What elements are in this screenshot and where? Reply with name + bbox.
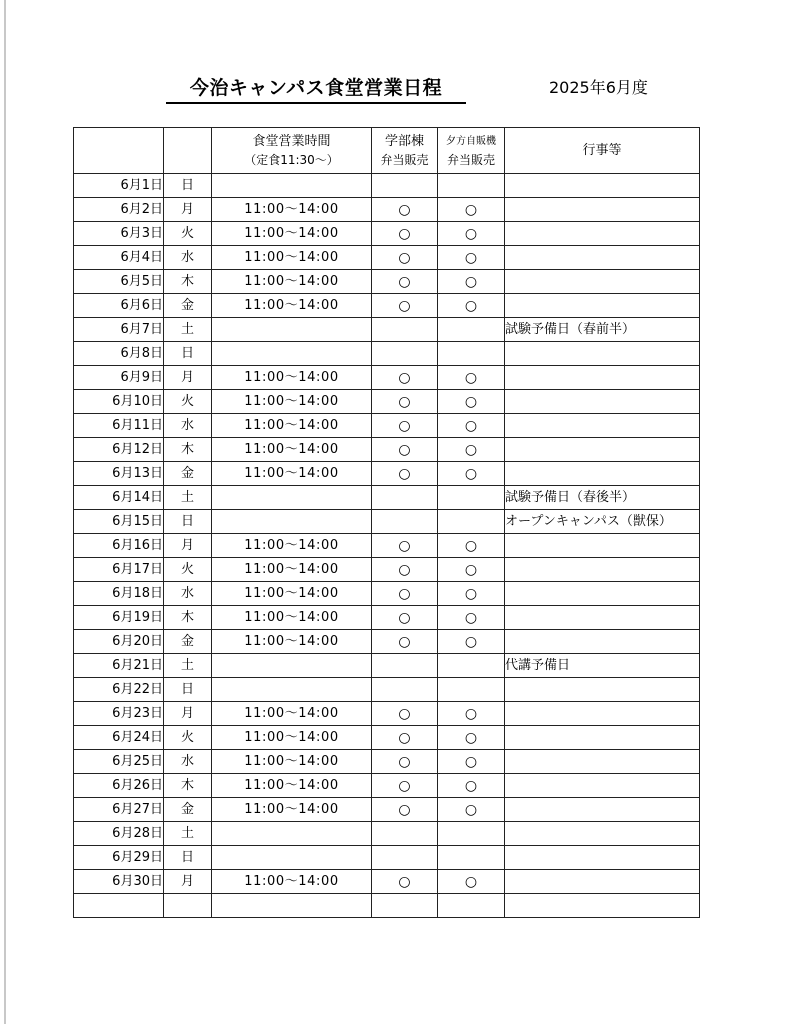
weekday-cell: 月: [164, 870, 212, 894]
date-cell: 6月12日: [74, 438, 164, 462]
event-cell: [505, 222, 700, 246]
hours-cell: 11:00～14:00: [212, 390, 372, 414]
weekday-cell: 火: [164, 390, 212, 414]
header-events: 行事等: [505, 128, 700, 174]
table-row: [74, 390, 700, 414]
weekday-cell: 日: [164, 846, 212, 870]
date-cell: 6月8日: [74, 342, 164, 366]
hours-cell: [212, 342, 372, 366]
weekday-cell: 月: [164, 198, 212, 222]
bento-mark-cell: [372, 510, 438, 534]
weekday-cell: 火: [164, 558, 212, 582]
vending-mark-cell: ○: [438, 462, 505, 486]
weekday-cell: 水: [164, 582, 212, 606]
date-cell: 6月10日: [74, 390, 164, 414]
bento-mark-cell: ○: [372, 390, 438, 414]
table-row: [74, 174, 700, 198]
weekday-cell: 金: [164, 798, 212, 822]
vending-mark-cell: ○: [438, 582, 505, 606]
date-cell: 6月6日: [74, 294, 164, 318]
date-cell: 6月14日: [74, 486, 164, 510]
weekday-cell: 木: [164, 270, 212, 294]
header-bento: [372, 128, 438, 174]
date-cell: 6月15日: [74, 510, 164, 534]
date-cell: 6月2日: [74, 198, 164, 222]
weekday-cell: 金: [164, 294, 212, 318]
bento-mark-cell: [372, 486, 438, 510]
weekday-cell: 日: [164, 342, 212, 366]
event-cell: [505, 246, 700, 270]
date-cell: 6月17日: [74, 558, 164, 582]
hours-cell: [212, 822, 372, 846]
event-cell: [505, 702, 700, 726]
bento-mark-cell: ○: [372, 558, 438, 582]
date-cell: 6月4日: [74, 246, 164, 270]
hours-cell: 11:00～14:00: [212, 630, 372, 654]
table-row: [74, 894, 700, 918]
bento-mark-cell: [372, 654, 438, 678]
hours-cell: 11:00～14:00: [212, 558, 372, 582]
event-cell: [505, 630, 700, 654]
table-row: [74, 414, 700, 438]
event-cell: オープンキャンパス（獣保）: [505, 510, 700, 534]
hours-cell: 11:00～14:00: [212, 702, 372, 726]
table-row: [74, 870, 700, 894]
vending-mark-cell: [438, 510, 505, 534]
vending-mark-cell: ○: [438, 750, 505, 774]
vending-mark-cell: [438, 846, 505, 870]
hours-cell: 11:00～14:00: [212, 606, 372, 630]
table-row: [74, 774, 700, 798]
header-vending-line2: 弁当販売: [446, 152, 495, 167]
bento-mark-cell: ○: [372, 414, 438, 438]
bento-mark-cell: ○: [372, 726, 438, 750]
bento-mark-cell: ○: [372, 798, 438, 822]
table-row: [74, 558, 700, 582]
vending-mark-cell: ○: [438, 606, 505, 630]
date-cell: 6月5日: [74, 270, 164, 294]
vending-mark-cell: ○: [438, 390, 505, 414]
bento-mark-cell: ○: [372, 366, 438, 390]
hours-cell: 11:00～14:00: [212, 582, 372, 606]
date-cell: 6月25日: [74, 750, 164, 774]
bento-mark-cell: ○: [372, 870, 438, 894]
vending-mark-cell: ○: [438, 774, 505, 798]
weekday-cell: 火: [164, 726, 212, 750]
weekday-cell: 水: [164, 750, 212, 774]
vending-mark-cell: ○: [438, 798, 505, 822]
weekday-cell: 金: [164, 630, 212, 654]
hours-cell: 11:00～14:00: [212, 750, 372, 774]
hours-cell: 11:00～14:00: [212, 414, 372, 438]
hours-cell: [212, 894, 372, 918]
table-row: [74, 222, 700, 246]
date-cell: [74, 894, 164, 918]
weekday-cell: 土: [164, 318, 212, 342]
date-cell: 6月18日: [74, 582, 164, 606]
hours-cell: 11:00～14:00: [212, 534, 372, 558]
date-cell: 6月11日: [74, 414, 164, 438]
hours-cell: 11:00～14:00: [212, 774, 372, 798]
bento-mark-cell: [372, 822, 438, 846]
date-cell: 6月16日: [74, 534, 164, 558]
event-cell: [505, 606, 700, 630]
date-cell: 6月9日: [74, 366, 164, 390]
weekday-cell: 木: [164, 606, 212, 630]
table-row: [74, 630, 700, 654]
weekday-cell: 木: [164, 438, 212, 462]
vending-mark-cell: ○: [438, 702, 505, 726]
weekday-cell: 土: [164, 822, 212, 846]
bento-mark-cell: [372, 318, 438, 342]
hours-cell: [212, 510, 372, 534]
header-hours-line1: 食堂営業時間: [252, 133, 331, 149]
event-cell: [505, 414, 700, 438]
hours-cell: [212, 846, 372, 870]
event-cell: 代講予備日: [505, 654, 700, 678]
date-cell: 6月22日: [74, 678, 164, 702]
header-hours-line2: （定食11:30～）: [244, 152, 339, 167]
date-cell: 6月28日: [74, 822, 164, 846]
event-cell: [505, 390, 700, 414]
event-cell: [505, 870, 700, 894]
event-cell: [505, 294, 700, 318]
date-cell: 6月3日: [74, 222, 164, 246]
event-cell: 試験予備日（春後半）: [505, 486, 700, 510]
table-row: [74, 486, 700, 510]
weekday-cell: 木: [164, 774, 212, 798]
vending-mark-cell: [438, 678, 505, 702]
schedule-table: [73, 127, 700, 918]
event-cell: [505, 438, 700, 462]
table-row: [74, 294, 700, 318]
bento-mark-cell: [372, 342, 438, 366]
vending-mark-cell: [438, 486, 505, 510]
date-cell: 6月21日: [74, 654, 164, 678]
table-row: [74, 366, 700, 390]
bento-mark-cell: ○: [372, 270, 438, 294]
date-cell: 6月29日: [74, 846, 164, 870]
event-cell: [505, 678, 700, 702]
bento-mark-cell: ○: [372, 606, 438, 630]
weekday-cell: 月: [164, 366, 212, 390]
vending-mark-cell: [438, 894, 505, 918]
vending-mark-cell: [438, 174, 505, 198]
bento-mark-cell: ○: [372, 702, 438, 726]
table-row: [74, 534, 700, 558]
date-cell: 6月7日: [74, 318, 164, 342]
vending-mark-cell: [438, 822, 505, 846]
bento-mark-cell: ○: [372, 222, 438, 246]
table-row: [74, 198, 700, 222]
event-cell: [505, 822, 700, 846]
bento-mark-cell: [372, 174, 438, 198]
weekday-cell: 月: [164, 534, 212, 558]
event-cell: [505, 366, 700, 390]
bento-mark-cell: ○: [372, 462, 438, 486]
event-cell: 試験予備日（春前半）: [505, 318, 700, 342]
schedule-body: [74, 174, 700, 918]
table-row: [74, 750, 700, 774]
date-cell: 6月13日: [74, 462, 164, 486]
table-row: [74, 582, 700, 606]
bento-mark-cell: ○: [372, 774, 438, 798]
header-date: [74, 128, 164, 174]
hours-cell: 11:00～14:00: [212, 438, 372, 462]
header-dow: [164, 128, 212, 174]
hours-cell: 11:00～14:00: [212, 294, 372, 318]
date-cell: 6月30日: [74, 870, 164, 894]
weekday-cell: 土: [164, 486, 212, 510]
table-row: [74, 606, 700, 630]
hours-cell: [212, 486, 372, 510]
weekday-cell: 月: [164, 702, 212, 726]
header-hours: [212, 128, 372, 174]
table-row: [74, 462, 700, 486]
hours-cell: [212, 174, 372, 198]
hours-cell: [212, 654, 372, 678]
vending-mark-cell: ○: [438, 222, 505, 246]
date-cell: 6月27日: [74, 798, 164, 822]
weekday-cell: 日: [164, 174, 212, 198]
hours-cell: 11:00～14:00: [212, 462, 372, 486]
hours-cell: 11:00～14:00: [212, 798, 372, 822]
header-bento-line2: 弁当販売: [380, 152, 429, 167]
vending-mark-cell: [438, 318, 505, 342]
event-cell: [505, 726, 700, 750]
weekday-cell: 日: [164, 678, 212, 702]
weekday-cell: 金: [164, 462, 212, 486]
hours-cell: 11:00～14:00: [212, 726, 372, 750]
weekday-cell: 水: [164, 414, 212, 438]
table-row: [74, 678, 700, 702]
vending-mark-cell: ○: [438, 198, 505, 222]
hours-cell: 11:00～14:00: [212, 222, 372, 246]
vending-mark-cell: ○: [438, 270, 505, 294]
event-cell: [505, 894, 700, 918]
vending-mark-cell: ○: [438, 246, 505, 270]
vending-mark-cell: ○: [438, 534, 505, 558]
table-row: [74, 510, 700, 534]
vending-mark-cell: [438, 342, 505, 366]
vending-mark-cell: ○: [438, 726, 505, 750]
header-vending-line1: 夕方自販機: [446, 135, 496, 147]
bento-mark-cell: ○: [372, 294, 438, 318]
event-cell: [505, 174, 700, 198]
hours-cell: [212, 678, 372, 702]
table-row: [74, 798, 700, 822]
header-vending: [438, 128, 505, 174]
vending-mark-cell: ○: [438, 630, 505, 654]
date-cell: 6月23日: [74, 702, 164, 726]
event-cell: [505, 462, 700, 486]
table-row: [74, 702, 700, 726]
table-row: [74, 342, 700, 366]
fiscal-month: 2025年6月度: [549, 78, 648, 97]
table-row: [74, 846, 700, 870]
weekday-cell: 土: [164, 654, 212, 678]
date-cell: 6月24日: [74, 726, 164, 750]
event-cell: [505, 558, 700, 582]
event-cell: [505, 270, 700, 294]
hours-cell: 11:00～14:00: [212, 366, 372, 390]
vending-mark-cell: ○: [438, 366, 505, 390]
hours-cell: 11:00～14:00: [212, 270, 372, 294]
table-row: [74, 270, 700, 294]
vending-mark-cell: [438, 654, 505, 678]
bento-mark-cell: ○: [372, 750, 438, 774]
event-cell: [505, 774, 700, 798]
table-row: [74, 318, 700, 342]
header-row: [74, 128, 700, 174]
date-cell: 6月19日: [74, 606, 164, 630]
date-cell: 6月26日: [74, 774, 164, 798]
bento-mark-cell: ○: [372, 198, 438, 222]
vending-mark-cell: ○: [438, 558, 505, 582]
weekday-cell: 水: [164, 246, 212, 270]
table-row: [74, 246, 700, 270]
date-cell: 6月1日: [74, 174, 164, 198]
page-title: 今治キャンパス食堂営業日程: [166, 76, 466, 104]
vending-mark-cell: ○: [438, 294, 505, 318]
vending-mark-cell: ○: [438, 870, 505, 894]
vending-mark-cell: ○: [438, 414, 505, 438]
page-edge: [4, 0, 6, 1024]
bento-mark-cell: ○: [372, 630, 438, 654]
bento-mark-cell: ○: [372, 438, 438, 462]
weekday-cell: [164, 894, 212, 918]
hours-cell: 11:00～14:00: [212, 246, 372, 270]
event-cell: [505, 582, 700, 606]
event-cell: [505, 534, 700, 558]
bento-mark-cell: ○: [372, 582, 438, 606]
bento-mark-cell: [372, 678, 438, 702]
event-cell: [505, 798, 700, 822]
header-bento-line1: 学部棟: [384, 133, 424, 149]
bento-mark-cell: [372, 846, 438, 870]
weekday-cell: 日: [164, 510, 212, 534]
table-row: [74, 438, 700, 462]
date-cell: 6月20日: [74, 630, 164, 654]
event-cell: [505, 846, 700, 870]
event-cell: [505, 750, 700, 774]
table-row: [74, 654, 700, 678]
table-row: [74, 822, 700, 846]
event-cell: [505, 198, 700, 222]
bento-mark-cell: [372, 894, 438, 918]
weekday-cell: 火: [164, 222, 212, 246]
event-cell: [505, 342, 700, 366]
table-row: [74, 726, 700, 750]
vending-mark-cell: ○: [438, 438, 505, 462]
hours-cell: 11:00～14:00: [212, 198, 372, 222]
bento-mark-cell: ○: [372, 246, 438, 270]
bento-mark-cell: ○: [372, 534, 438, 558]
hours-cell: [212, 318, 372, 342]
hours-cell: 11:00～14:00: [212, 870, 372, 894]
